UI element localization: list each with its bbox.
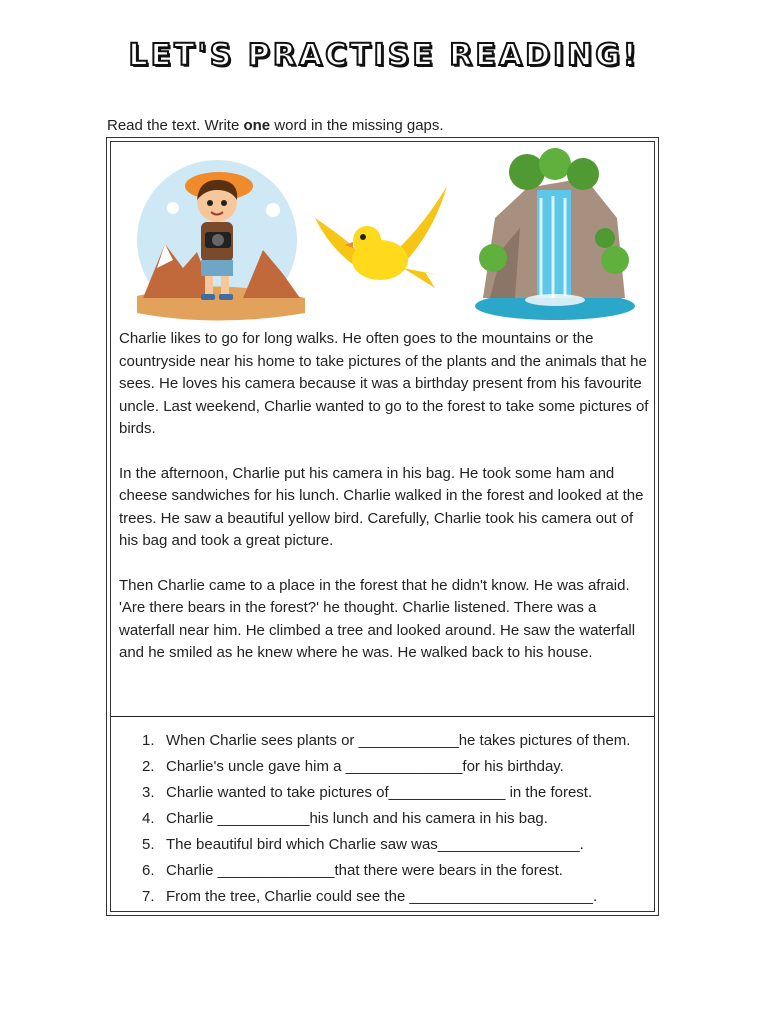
question-item (142, 832, 652, 858)
reading-frame-inner (110, 141, 655, 912)
page-title: LET'S PRACTISE READING! (128, 38, 640, 73)
instructions (107, 117, 444, 134)
boy-with-camera (137, 160, 305, 321)
instruction-text-start: Read the text. Write (107, 117, 244, 134)
waterfall (475, 148, 635, 320)
reading-frame (106, 137, 659, 916)
instruction-text-end: word in the missing gaps. (270, 117, 444, 134)
question-list (142, 728, 652, 910)
story-text (119, 328, 649, 687)
question-text: Charlie ______________that there were bears in the forest. (166, 862, 563, 879)
question-item (142, 806, 652, 832)
story-paragraph: In the afternoon, Charlie put his camera in his bag. He took some ham and cheese sandwiches for his lunch. Charlie walked in the forest and looked at the trees. He saw a beautiful yellow bird. Carefully, Charlie took his camera out of his bag and took a great picture. (119, 464, 644, 549)
question-number: 4. (142, 810, 155, 827)
question-text: From the tree, Charlie could see the ______________________. (166, 888, 598, 905)
question-number: 2. (142, 758, 155, 775)
question-text: The beautiful bird which Charlie saw was_________________. (166, 836, 584, 853)
question-number: 7. (142, 888, 155, 905)
question-item (142, 884, 652, 910)
question-text: Charlie wanted to take pictures of______________ in the forest. (166, 784, 593, 801)
story-paragraph: Charlie likes to go for long walks. He often goes to the mountains or the countryside near his home to take pictures of the plants and the animals that he sees. He loves his camera because it was a birthday present from his favourite uncle. Last weekend, Charlie wanted to go to the forest to take some pictures of birds. (119, 330, 649, 437)
illustrations (135, 148, 635, 328)
story-paragraph: Then Charlie came to a place in the forest that he didn't know. He was afraid. 'Are there bears in the forest?' he thought. Charlie listened. There was a waterfall near him. He climbed a tree and looked around. He saw the waterfall and he smiled as he knew where he was. He walked back to his house. (119, 576, 636, 661)
question-text: Charlie's uncle gave him a ______________for his birthday. (166, 758, 564, 775)
yellow-bird (315, 186, 447, 288)
section-divider (111, 716, 654, 717)
question-item (142, 754, 652, 780)
question-item (142, 780, 652, 806)
question-number: 5. (142, 836, 155, 853)
question-text: Charlie ___________his lunch and his camera in his bag. (166, 810, 548, 827)
instruction-bold-word: one (243, 117, 271, 134)
question-number: 3. (142, 784, 155, 801)
question-number: 1. (142, 732, 155, 749)
question-number: 6. (142, 862, 155, 879)
question-text: When Charlie sees plants or ____________he takes pictures of them. (166, 732, 631, 749)
question-item (142, 858, 652, 884)
question-item (142, 728, 652, 754)
